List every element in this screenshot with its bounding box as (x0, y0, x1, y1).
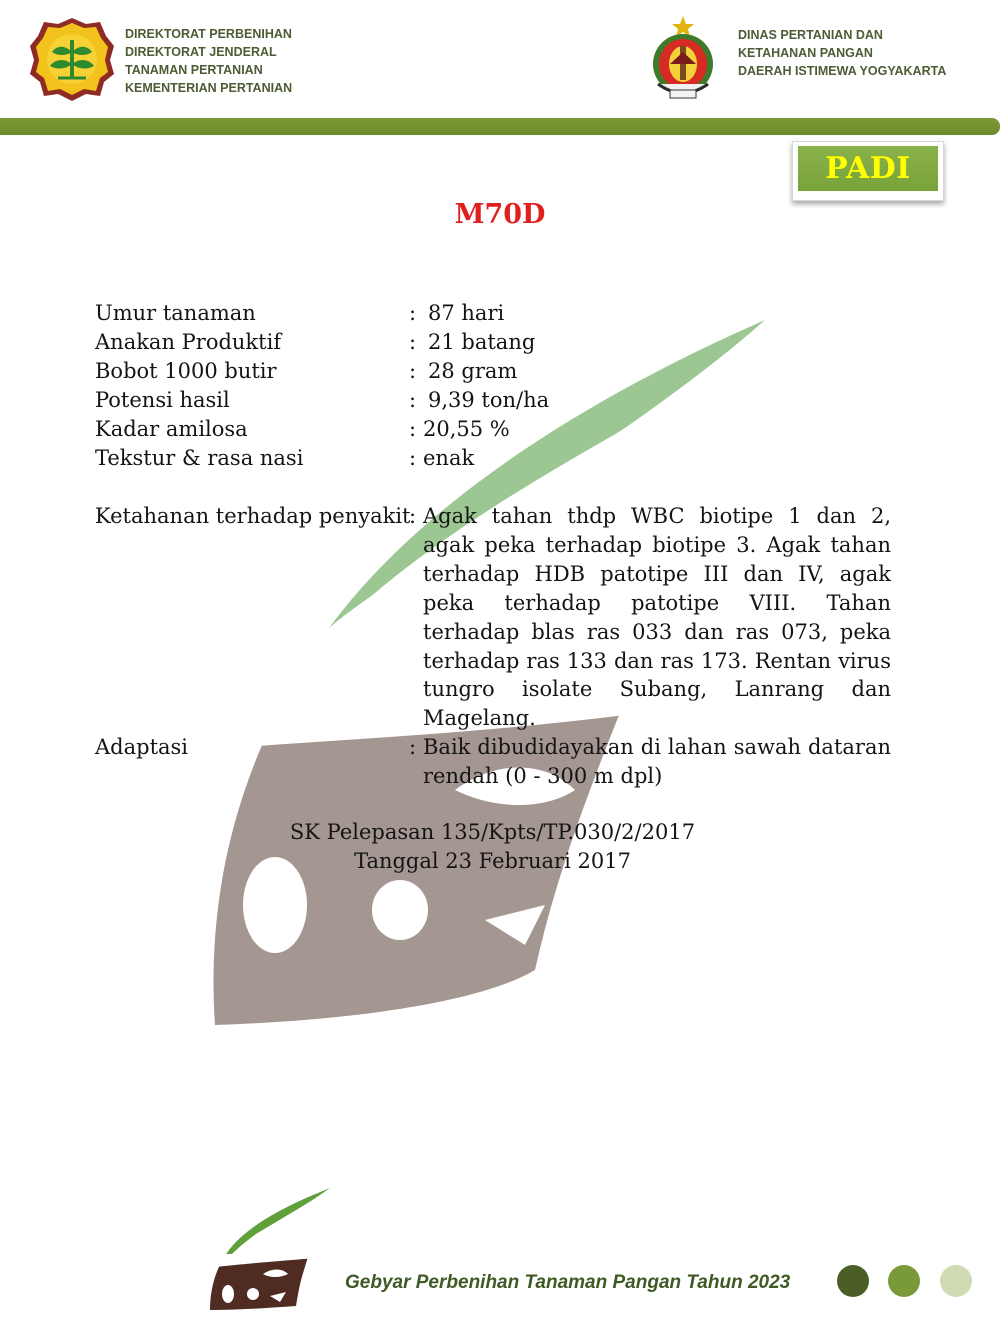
spec-label: Anakan Produktif (95, 330, 282, 354)
org-line: KETAHANAN PANGAN (738, 46, 873, 60)
spec-label: Kadar amilosa (95, 417, 248, 441)
category-badge (792, 141, 944, 201)
spec-label: Umur tanaman (95, 301, 256, 325)
province-emblem-icon (648, 14, 718, 102)
spec-separator: : (409, 504, 417, 528)
spec-separator: : (409, 301, 417, 325)
ministry-emblem-icon (28, 16, 116, 102)
resistance-label: Ketahanan terhadap penyakit (95, 504, 411, 528)
spec-value: 28 gram (428, 359, 518, 383)
category-badge-fill (798, 146, 938, 191)
org-line: DIREKTORAT JENDERAL (125, 45, 277, 59)
org-line: DIREKTORAT PERBENIHAN (125, 27, 292, 41)
right-organization-name (738, 26, 946, 80)
org-line: TANAMAN PERTANIAN (125, 63, 263, 77)
spec-value: 87 hari (428, 301, 505, 325)
spec-value: 21 batang (428, 330, 536, 354)
event-tagline: Gebyar Perbenihan Tanaman Pangan Tahun 2023 (345, 1272, 791, 1293)
adaptation-value: Baik dibudidayakan di lahan sawah dataran rendah (0 - 300 m dpl) (423, 735, 891, 788)
spec-separator: : (409, 388, 417, 412)
org-line: DAERAH ISTIMEWA YOGYAKARTA (738, 64, 947, 78)
spec-value: enak (423, 446, 475, 470)
spec-label: Potensi hasil (95, 388, 230, 412)
seed-leaf-logo-icon (208, 1186, 338, 1312)
decorative-dot (940, 1265, 972, 1297)
decorative-dot (837, 1265, 869, 1297)
spec-value: 20,55 % (423, 417, 510, 441)
variety-title: M70D (454, 199, 546, 230)
spec-separator: : (409, 735, 417, 759)
spec-separator: : (409, 330, 417, 354)
spec-separator: : (409, 359, 417, 383)
spec-value: 9,39 ton/ha (428, 388, 550, 412)
spec-separator: : (409, 446, 417, 470)
spec-separator: : (409, 417, 417, 441)
spec-label: Bobot 1000 butir (95, 359, 277, 383)
resistance-value: Agak tahan thdp WBC biotipe 1 dan 2, agak peka terhadap biotipe 3. Agak tahan terhadap HDB patotipe III dan IV, agak peka terhadap patotipe VIII. Tahan terhadap blas ras 033 dan ras 073, peka terhadap ras 133 dan ras 173. Rentan virus tungro isolate Subang, Lanrang dan Magelang. (423, 504, 891, 731)
decorative-dot (888, 1265, 920, 1297)
spec-label: Tekstur & rasa nasi (95, 446, 304, 470)
release-decree: SK Pelepasan 135/Kpts/TP.030/2/2017 (289, 820, 696, 844)
left-organization-name (125, 25, 292, 97)
adaptation-label: Adaptasi (95, 735, 189, 759)
org-line: KEMENTERIAN PERTANIAN (125, 81, 293, 95)
release-date: Tanggal 23 Februari 2017 (354, 849, 631, 873)
category-label: PADI (825, 151, 911, 186)
header-divider-bar (0, 118, 1000, 135)
org-line: DINAS PERTANIAN DAN (738, 28, 883, 42)
